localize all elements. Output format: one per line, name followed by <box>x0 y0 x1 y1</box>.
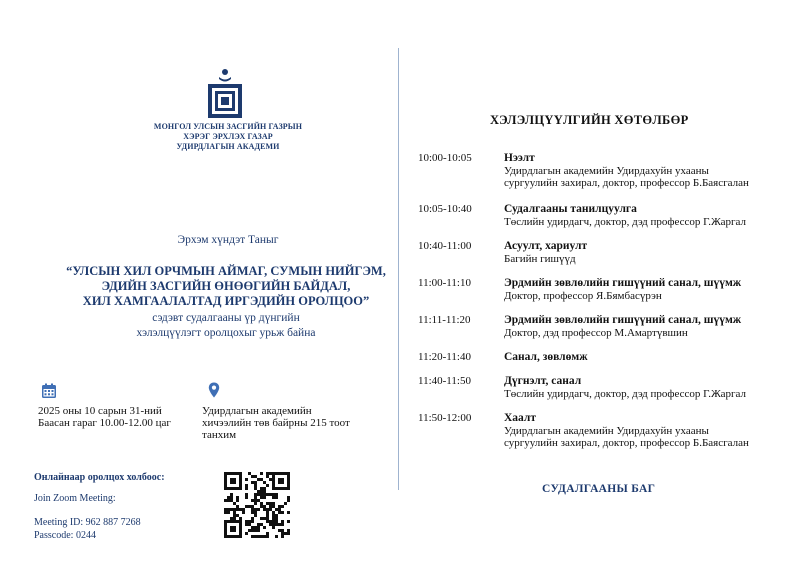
program-item-title: Эрдмийн зөвлөлийн гишүүний санал, шүүмж <box>504 314 742 326</box>
program-detail: Доктор, профессор Я.Бямбасүрэн <box>504 289 662 302</box>
place-line-2: хичээлийн төв байрны 215 тоот <box>202 417 350 429</box>
program-detail: Удирдлагын академийн Удирдахуйн ухааны <box>504 164 709 177</box>
program-desc <box>504 277 794 302</box>
program-desc <box>504 240 794 265</box>
program-detail: сургуулийн захирал, доктор, профессор Б.Баясгалан <box>504 177 749 189</box>
greeting: Эрхэм хүндэт Таныг <box>177 234 279 246</box>
event-date <box>38 405 171 429</box>
title-line-2: ЭДИЙН ЗАСГИЙН ӨНӨӨГИЙН БАЙДАЛ, <box>101 279 351 293</box>
program-desc <box>504 152 794 190</box>
program-desc <box>504 314 794 339</box>
date-line-2: Баасан гараг 10.00-12.00 цаг <box>38 417 171 429</box>
academy-logo <box>207 68 243 120</box>
org-line-3: УДИРДЛАГЫН АКАДЕМИ <box>176 142 280 151</box>
title-line-1: “УЛСЫН ХИЛ ОРЧМЫН АЙМАГ, СУМЫН НИЙГЭМ, <box>66 264 386 278</box>
program-detail: Доктор, дэд профессор М.Амартүвшин <box>504 326 688 339</box>
online-heading: Онлайнаар оролцох холбоос: <box>34 472 165 483</box>
program-item-title: Нээлт <box>504 152 535 164</box>
sub-line-1: сэдэвт судалгааны үр дүнгийн <box>152 312 300 324</box>
column-divider <box>398 48 399 490</box>
program-time: 11:40-11:50 <box>418 375 471 387</box>
program-item-title: Асуулт, хариулт <box>504 240 588 252</box>
program-detail: сургуулийн захирал, доктор, профессор Б.Баясгалан <box>504 437 749 449</box>
program-detail: Төслийн удирдагч, доктор, дэд профессор Г.Жаргал <box>504 387 746 400</box>
org-line-2: ХЭРЭГ ЭРХЛЭХ ГАЗАР <box>183 132 273 141</box>
program-detail: Удирдлагын академийн Удирдахуйн ухааны <box>504 424 709 437</box>
program-detail: Төслийн удирдагч, доктор, дэд профессор Г.Жаргал <box>504 215 746 228</box>
invitation-text <box>80 311 372 341</box>
research-team-signature: СУДАЛГААНЫ БАГ <box>542 483 656 495</box>
event-location <box>202 405 350 441</box>
date-line-1: 2025 оны 10 сарын 31-ний <box>38 405 162 417</box>
program-item-title: Дүгнэлт, санал <box>504 375 582 387</box>
calendar-icon <box>41 383 57 399</box>
program-time: 11:11-11:20 <box>418 314 471 326</box>
sub-line-2: хэлэлцүүлэгт оролцохыг урьж байна <box>136 327 316 339</box>
program-detail: Багийн гишүүд <box>504 252 576 265</box>
program-time: 11:50-12:00 <box>418 412 472 424</box>
program-title: ХЭЛЭЛЦҮҮЛГИЙН ХӨТӨЛБӨР <box>490 113 689 127</box>
org-line-1: МОНГОЛ УЛСЫН ЗАСГИЙН ГАЗРЫН <box>153 122 303 131</box>
program-item-title: Санал, зөвлөмж <box>504 351 588 363</box>
program-desc <box>504 375 794 400</box>
program-item-title: Судалгааны танилцуулга <box>504 203 637 215</box>
program-item-title: Хаалт <box>504 412 537 424</box>
zoom-join-link[interactable]: Join Zoom Meeting: <box>34 493 116 504</box>
passcode: Passcode: 0244 <box>34 530 96 541</box>
program-time: 11:20-11:40 <box>418 351 471 363</box>
program-time: 10:00-10:05 <box>418 152 472 164</box>
place-line-1: Удирдлагын академийн <box>202 405 312 417</box>
organization-name <box>140 122 316 152</box>
program-time: 11:00-11:10 <box>418 277 471 289</box>
event-title <box>40 264 412 309</box>
location-pin-icon <box>206 382 222 398</box>
title-line-3: ХИЛ ХАМГААЛАЛТАД ИРГЭДИЙН ОРОЛЦОО” <box>82 294 370 308</box>
meeting-id: Meeting ID: 962 887 7268 <box>34 517 141 528</box>
program-desc <box>504 412 794 450</box>
program-time: 10:05-10:40 <box>418 203 472 215</box>
program-desc <box>504 203 794 228</box>
place-line-3: танхим <box>202 429 237 441</box>
program-desc <box>504 351 794 364</box>
program-item-title: Эрдмийн зөвлөлийн гишүүний санал, шүүмж <box>504 277 742 289</box>
qr-code[interactable] <box>222 470 292 540</box>
program-time: 10:40-11:00 <box>418 240 472 252</box>
